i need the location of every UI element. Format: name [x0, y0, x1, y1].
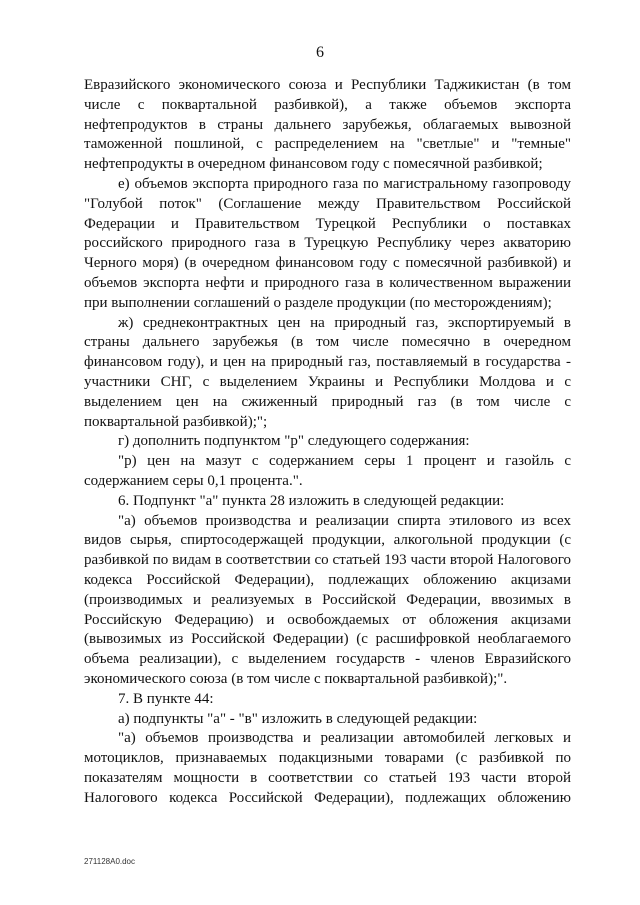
- paragraph-export-oil-products: Евразийского экономического союза и Республики Таджикистан (в том числе с поквартальной разбивкой), а также объемов экспорта нефтепродуктов в страны дальнего зарубежья, облагаемых вывозной таможенной пошлиной, с распределением на "светлые" и "темные" нефтепродукты в очередном финансовом году с помесячной разбивкой;: [84, 77, 571, 173]
- paragraph-item-e-gas-export: е) объемов экспорта природного газа по магистральному газопроводу "Голубой поток" (Соглашение между Правительством Российской Федерации и Правительством Турецкой Республики о поставках российского природного газа в Турецкую Республику через акваторию Черного моря) (в очередном финансовом году с помесячной разбивкой) и объемов экспорта нефти и природного газа в количественном выражении при выполнении соглашений о разделе продукции (по месторождениям);: [84, 175, 571, 311]
- paragraph-item-zh-gas-prices: ж) среднеконтрактных цен на природный газ, экспортируемый в страны дальнего зарубежья (в том числе помесячно в очередном финансовом году), и цен на природный газ, поставляемый в государства - участники СНГ, с выделением Украины и Республики Молдова и с выделением цен на сжиженный природный газ (в том числе с поквартальной разбивкой);";: [84, 314, 571, 430]
- paragraph-subitems-a-v: а) подпункты "а" - "в" изложить в следующей редакции:: [118, 710, 478, 727]
- file-name-footer: 271128А0.doc: [84, 857, 136, 866]
- paragraph-item-a-vehicles: "а) объемов производства и реализации автомобилей легковых и мотоциклов, признаваемых подакцизными товарами (с разбивкой по показателям мощности в соответствии со статьей 193 части второй Налогового кодекса Российской Федерации), подлежащих обложению: [84, 730, 571, 806]
- paragraph-item-g-add-subitem: г) дополнить подпунктом "р" следующего содержания:: [118, 433, 470, 450]
- document-body: [84, 76, 571, 808]
- paragraph-item-a-alcohol: "а) объемов производства и реализации спирта этилового из всех видов сырья, спиртосодержащей продукции, алкогольной продукции (с разбивкой по видам в соответствии со статьей 193 части второй Налогового кодекса Российской Федерации), подлежащих обложению акцизами (производимых и реализуемых в Российской Федерации, ввозимых в Российскую Федерацию) и освобождаемых от обложения акцизами (вывозимых из Российской Федерации) (с расшифровкой необлагаемого объема реализации), с выделением государств - членов Евразийского экономического союза (в том числе с поквартальной разбивкой);".: [84, 512, 571, 687]
- paragraph-point-6: 6. Подпункт "а" пункта 28 изложить в следующей редакции:: [118, 492, 505, 509]
- paragraph-item-r-fuel-prices: "р) цен на мазут с содержанием серы 1 процент и газойль с содержанием серы 0,1 процента.".: [84, 453, 571, 489]
- page-number: 6: [316, 44, 324, 61]
- paragraph-point-7: 7. В пункте 44:: [118, 690, 214, 707]
